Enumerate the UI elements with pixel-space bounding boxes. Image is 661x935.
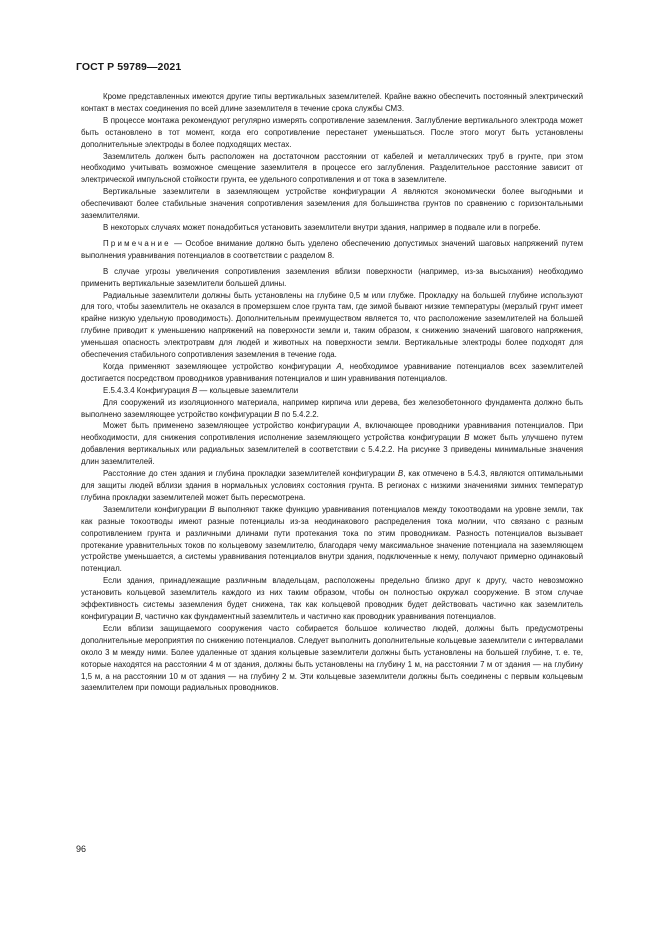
text-run: Для сооружений из изоляционного материала, например кирпича или дерева, без железобетонного фундамента должно быть выполнено заземляющее устройство конфигурации <box>81 397 583 419</box>
config-letter: A <box>353 421 359 431</box>
config-letter: A <box>336 361 342 371</box>
page-number: 96 <box>76 844 87 854</box>
text-run: может быть улучшено путем добавления вертикальных или радиальных заземлителей в соответствии с 5.4.2.2. На рисунке 3 приведены минимальные значения длин заземлителей. <box>81 433 583 467</box>
paragraph: В некоторых случаях может понадобиться установить заземлители внутри здания, например в подвале или в погребе. <box>103 222 541 232</box>
text-run: выполняют также функцию уравнивания потенциалов между токоотводами на уровне земли, так как разные токоотводы имеют разные потенциалы из-за неодинакового распределения тока молнии, что связано с разным сопротивлением грунта и различными длинами пути протекания тока по этим проводникам. Разность потенциалов вызывает протекание уравнительных токов по кольцевому заземлителю, благодаря чему максимальное значение потенциала на заземляющем устройстве уменьшается, а системы уравнивания потенциалов внутри здания, подключенные к нему, получают примерно одинаковый потенциал. <box>81 504 583 574</box>
paragraph <box>81 468 583 504</box>
paragraph: В случае угрозы увеличения сопротивления заземления вблизи поверхности (например, из-за высыхания) необходимо применить вертикальные заземлители большей длины. <box>81 266 583 288</box>
paragraph: Заземлитель должен быть расположен на достаточном расстоянии от кабелей и металлических труб в грунте, при этом необходимо учитывать возможное смещение заземлителя в процессе его заглубления. Разделительное расстояние зависит от электрической импульсной стойкости грунта, ее удельного сопротивления и от тока в заземлителе. <box>81 151 583 185</box>
config-letter: B <box>464 433 470 443</box>
section-heading <box>81 385 583 397</box>
note-paragraph <box>81 238 583 262</box>
note-text: — Особое внимание должно быть уделено обеспечению допустимых значений шаговых напряжений путем выполнения уравнивания потенциалов в соответствии с разделом 8. <box>81 238 583 260</box>
text-run: Если здания, принадлежащие различным владельцам, расположены предельно близко друг к другу, часто невозможно установить кольцевой заземлитель каждого из них таким образом, чтобы он полностью окружал сооружение. В этом случае эффективность системы заземления будет снижена, так как кольцевой проводник будет действовать частично как заземлитель конфигурации <box>81 576 583 621</box>
section-number: Е.5.4.3.4 <box>103 385 135 395</box>
paragraph: Радиальные заземлители должны быть установлены на глубине 0,5 м или глубже. Прокладку на большей глубине используют для того, чтобы заземлитель не оказался в промерзшем слое грунта там, где зимой бывают низкие температуры (мерзлый грунт имеет крайне низкую удельную проводимость). Дополнительным преимуществом является то, что расположение заземлителей на большей глубине приводит к уменьшению напряжений на поверхности земли и, таким образом, к снижению значений шагового напряжения, уменьшая опасность электротравм для людей и животных на поверхности земли. Вертикальные электроды более подходят для обеспечения стабильного сопротивления заземления в течение года. <box>81 290 583 360</box>
text-run: , как отмечено в 5.4.3, являются оптимальными для защиты людей вблизи здания в нормальных условиях состояния грунта. В регионах с низкими значениями зимних температур глубина прокладки заземлителей может быть пересмотрена. <box>81 469 583 502</box>
config-letter: B <box>191 385 198 395</box>
text-run: , частично как фундаментный заземлитель и частично как проводник уравнивания потенциалов. <box>140 611 497 621</box>
text-run: Когда применяют заземляющее устройство конфигурации <box>103 361 337 371</box>
paragraph <box>81 575 583 623</box>
text-run: Вертикальные заземлители в заземляющем устройстве конфигурации <box>103 187 392 197</box>
paragraph <box>81 186 583 222</box>
config-letter: B <box>135 611 141 621</box>
text-run: Конфигурация <box>134 385 192 395</box>
paragraph: Если вблизи защищаемого сооружения часто собирается большое количество людей, должны быть предусмотрены дополнительные мероприятия по снижению потенциалов. Следует выполнить дополнительные кольцевые заземлители с интервалами около 3 м между ними. Более удаленные от здания кольцевые заземлители должны быть установлены на большей глубине, т. е. те, которые находятся на расстоянии 4 м от здания, должны быть установлены на глубину 1 м, на расстоянии 7 м от здания — на глубину 1,5 м, а на расстоянии 10 м от здания — на глубину 2 м. Эти кольцевые заземлители должны быть соединены с первым кольцевым заземлителем при помощи радиальных проводников. <box>81 623 583 693</box>
note-label: Примечание <box>103 238 171 248</box>
config-letter: B <box>274 409 280 419</box>
document-body <box>81 91 583 694</box>
text-run: Заземлители конфигурации <box>103 504 210 514</box>
paragraph <box>81 420 583 468</box>
paragraph <box>81 504 583 575</box>
paragraph <box>81 397 583 421</box>
text-run: по 5.4.2.2. <box>279 409 319 419</box>
text-run: — кольцевые заземлители <box>197 385 299 395</box>
text-run: , необходимое уравнивание потенциалов всех заземлителей достигается посредством проводников уравнивания потенциалов и шин уравнивания потенциалов. <box>81 361 583 383</box>
standard-header: ГОСТ Р 59789—2021 <box>76 61 182 73</box>
config-letter: B <box>397 469 404 479</box>
text-run: Может быть применено заземляющее устройство конфигурации <box>103 421 354 431</box>
config-letter: B <box>209 504 215 514</box>
paragraph <box>81 361 583 385</box>
text-run: Расстояние до стен здания и глубина прокладки заземлителей конфигурации <box>103 469 398 479</box>
paragraph: В процессе монтажа рекомендуют регулярно измерять сопротивление заземления. Заглубление вертикального электрода может быть остановлено в тот момент, когда его сопротивление перестанет уменьшаться. После этого могут быть установлены дополнительные электроды в более подходящих местах. <box>81 115 583 149</box>
paragraph: Кроме представленных имеются другие типы вертикальных заземлителей. Крайне важно обеспечить постоянный электрический контакт в местах соединения по всей длине заземлителя в течение срока службы СМЗ. <box>81 92 583 113</box>
config-letter: A <box>391 187 397 197</box>
text-run: , включающее проводники уравнивания потенциалов. При необходимости, для снижения сопротивления исполнение заземляющего устройства конфигурации <box>81 421 583 443</box>
text-run: являются экономически более выгодными и обеспечивают более стабильные значения сопротивления заземления для большинства грунтов по сравнению с горизонтальными заземлителями. <box>81 187 583 221</box>
